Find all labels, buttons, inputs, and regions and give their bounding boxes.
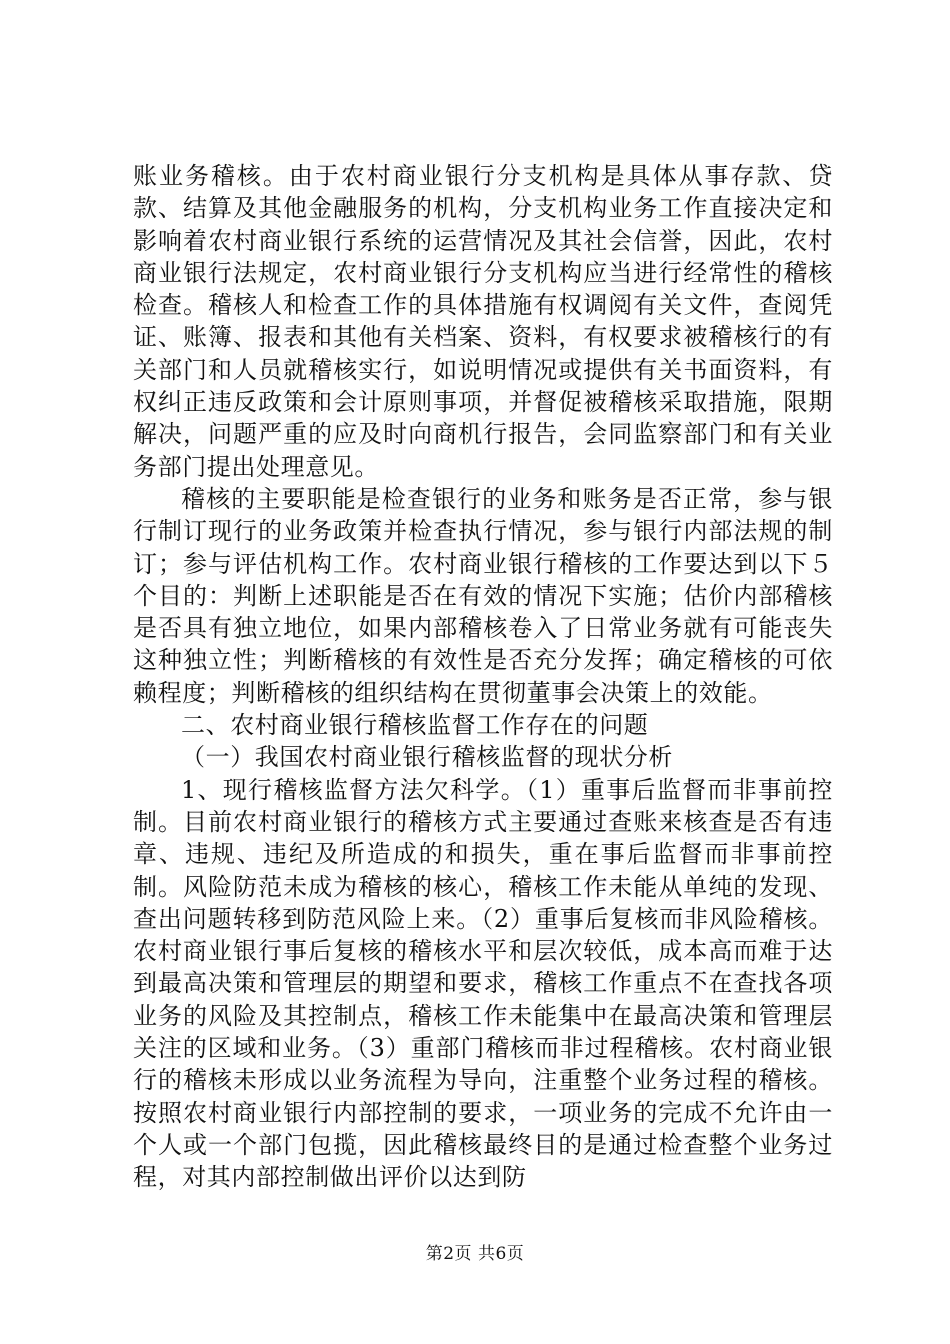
- body-text: [133, 160, 833, 1194]
- subsection-heading-status: （一）我国农村商业银行稽核监督的现状分析: [181, 743, 673, 772]
- page-footer: 第2页 共6页: [425, 1244, 525, 1264]
- paragraph-audit-functions: 稽核的主要职能是检查银行的业务和账务是否正常，参与银行制订现行的业务政策并检查执行情况，参与银行内部法规的制订；参与评估机构工作。农村商业银行稽核的工作要达到以下５个目的：判断上述职能是否在有效的情况下实施；估价内部稽核是否具有独立地位，如果内部稽核卷入了日常业务就有可能丧失这种独立性；判断稽核的有效性是否充分发挥；确定稽核的可依赖程度；判断稽核的组织结构在贯彻董事会决策上的效能。: [133, 484, 833, 707]
- paragraph-methods: 1、现行稽核监督方法欠科学。（1）重事后监督而非事前控制。目前农村商业银行的稽核方式主要通过查账来核查是否有违章、违规、违纪及所造成的和损失，重在事后监督而非事前控制。风险防范未成为稽核的核心，稽核工作未能从单纯的发现、查出问题转移到防范风险上来。（2）重事后复核而非风险稽核。农村商业银行事后复核的稽核水平和层次较低，成本高而难于达到最高决策和管理层的期望和要求，稽核工作重点不在查找各项业务的风险及其控制点，稽核工作未能集中在最高决策和管理层关注的区域和业务。（3）重部门稽核而非过程稽核。农村商业银行的稽核未形成以业务流程为导向，注重整个业务过程的稽核。按照农村商业银行内部控制的要求，一项业务的完成不允许由一个人或一个部门包揽，因此稽核最终目的是通过检查整个业务过程，对其内部控制做出评价以达到防: [133, 775, 833, 1192]
- section-heading-problems: 二、农村商业银行稽核监督工作存在的问题: [181, 711, 649, 740]
- paragraph-continuation: 账业务稽核。由于农村商业银行分支机构是具体从事存款、贷款、结算及其他金融服务的机构，分支机构业务工作直接决定和影响着农村商业银行系统的运营情况及其社会信誉，因此，农村商业银行法规定，农村商业银行分支机构应当进行经常性的稽核检查。稽核人和检查工作的具体措施有权调阅有关文件，查阅凭证、账簿、报表和其他有关档案、资料，有权要求被稽核行的有关部门和人员就稽核实行，如说明情况或提供有关书面资料，有权纠正违反政策和会计原则事项，并督促被稽核采取措施，限期解决，问题严重的应及时向商机行报告，会同监察部门和有关业务部门提出处理意见。: [133, 162, 833, 481]
